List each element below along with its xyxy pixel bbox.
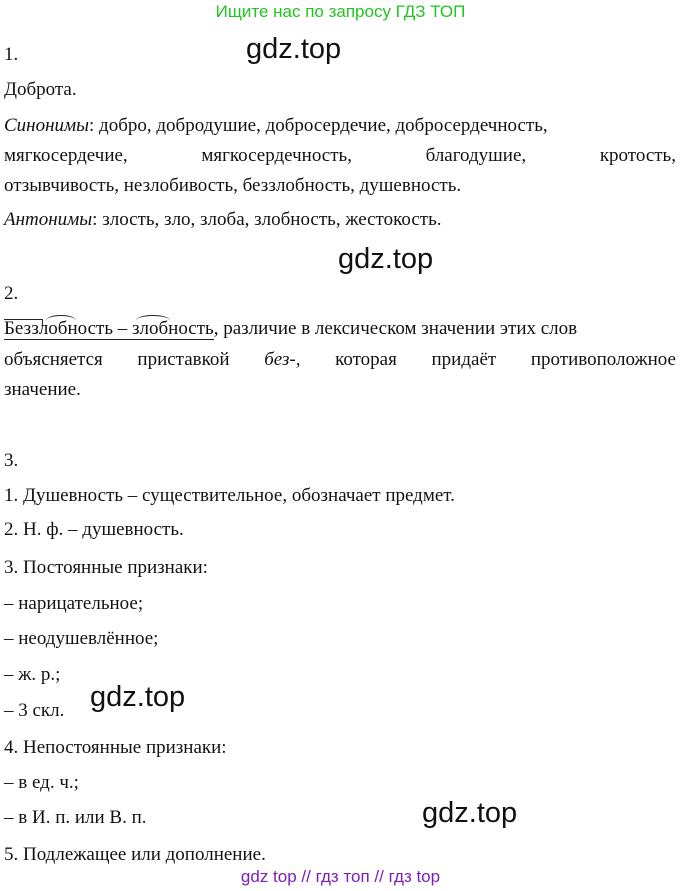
synonyms-label: Синонимы [4, 115, 90, 136]
antonyms-label: Антонимы [4, 209, 93, 230]
prefix-bez: без-, [264, 349, 301, 370]
watermark-3: gdz.top [90, 681, 186, 713]
task3-item: – в И. п. или В. п. [4, 807, 147, 828]
word-bezzlobnost: Беззлобность [4, 317, 113, 341]
task3-item: 5. Подлежащее или дополнение. [4, 844, 266, 865]
task3-item: – нарицательное; [4, 593, 144, 614]
word-zlobnost: злобность [132, 317, 214, 341]
task2-number: 2. [4, 283, 19, 304]
task2-word: объясняется [4, 349, 103, 370]
task2-word: приставкой [137, 349, 230, 370]
prefix-mark [4, 319, 43, 326]
synonym-word: благодушие, [425, 145, 527, 166]
task2-line1-rest: , различие в лексическом значении этих слов [213, 318, 578, 339]
task3-item: – неодушевлённое; [4, 628, 159, 649]
synonym-word: кротость, [599, 145, 676, 166]
synonyms-text-1: : добро, добродушие, добросердечие, добросердечность, [89, 115, 548, 136]
task3-item: – в ед. ч.; [4, 772, 79, 793]
synonyms-line-3: отзывчивость, незлобивость, беззлобность, душевность. [4, 175, 462, 196]
synonyms-line-2 [4, 144, 676, 168]
task1-word: Доброта. [4, 79, 77, 100]
task2-word: которая [335, 349, 397, 370]
root-arc [46, 315, 76, 326]
task3-item: – ж. р.; [4, 664, 61, 685]
task3-item: – 3 скл. [4, 700, 65, 721]
synonyms-line-1 [4, 114, 548, 138]
task2-word: противоположное [530, 349, 676, 370]
watermark-1: gdz.top [246, 33, 342, 65]
task3-item: 1. Душевность – существительное, обозначает предмет. [4, 485, 455, 506]
antonyms-line [4, 208, 442, 232]
root-arc [136, 315, 170, 326]
task2-line-3: значение. [4, 379, 81, 400]
task3-item: 3. Постоянные признаки: [4, 557, 208, 578]
search-banner[interactable]: Ищите нас по запросу ГДЗ ТОП [215, 2, 466, 21]
task3-number: 3. [4, 450, 19, 471]
synonym-word: мягкосердечие, [4, 145, 128, 166]
task2-line-1 [4, 317, 577, 341]
watermark-4: gdz.top [422, 797, 518, 829]
synonym-word: мягкосердечность, [201, 145, 352, 166]
task1-number: 1. [4, 44, 19, 65]
task2-line-2 [4, 348, 676, 372]
footer-links[interactable]: gdz top // гдз топ // гдз top [240, 867, 441, 886]
watermark-2: gdz.top [338, 243, 434, 275]
antonyms-text: : злость, зло, злоба, злобность, жестокость. [92, 209, 442, 230]
task2-word: придаёт [431, 349, 497, 370]
task3-item: 2. Н. ф. – душевность. [4, 519, 184, 540]
task2-dash: – [113, 318, 133, 339]
task3-item: 4. Непостоянные признаки: [4, 737, 227, 758]
